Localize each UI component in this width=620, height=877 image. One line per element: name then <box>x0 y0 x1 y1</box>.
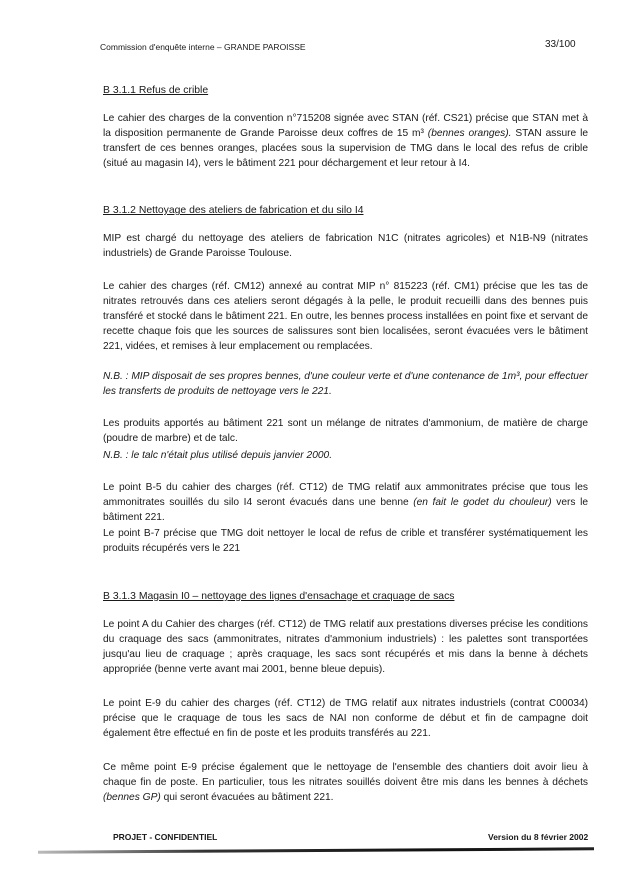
paragraph-point-b7: Le point B-7 précise que TMG doit nettoyer le local de refus de crible et transférer systématiquement les produits récupérés vers le 221 <box>103 528 588 554</box>
footer-confidential: PROJET - CONFIDENTIEL <box>113 832 218 842</box>
paragraph-refus-de-crible <box>103 111 588 171</box>
paragraph-italic-text: (bennes oranges). <box>427 128 512 139</box>
paragraph-text: Ce même point E-9 précise également que le nettoyage de l'ensemble des chantiers doit avoir lieu à chaque fin de poste. En particulier, tous les nitrates souillés doivent être mis dans les bennes à déchets <box>103 762 588 788</box>
paragraph-point-b5 <box>103 480 588 525</box>
paragraph-point-e9: Le point E-9 du cahier des charges (réf. CT12) de TMG relatif aux nitrates industriels (contrat C00034) précise que le craquage de tous les sacs de NAI non conforme de début et fin de campagne doit également être effectué en fin de poste et les produits transférés au 221. <box>103 698 588 739</box>
paragraph-italic-text: (bennes GP) <box>103 792 161 803</box>
note-mip-bennes: N.B. : MIP disposait de ses propres bennes, d'une couleur verte et d'une contenance de 1m³, pour effectuer les transferts de produits de nettoyage vers le 221. <box>103 371 588 397</box>
section-heading-nettoyage-ateliers: B 3.1.2 Nettoyage des ateliers de fabrication et du silo I4 <box>103 205 364 216</box>
note-talc: N.B. : le talc n'était plus utilisé depuis janvier 2000. <box>103 450 333 461</box>
scan-edge-line <box>38 847 594 853</box>
section-heading-magasin-i0: B 3.1.3 Magasin I0 – nettoyage des lignes d'ensachage et craquage de sacs <box>103 591 455 602</box>
footer-version: Version du 8 février 2002 <box>488 832 589 842</box>
page-number: 33/100 <box>545 39 576 50</box>
paragraph-produits-apportes: Les produits apportés au bâtiment 221 sont un mélange de nitrates d'ammonium, de matière de charge (poudre de marbre) et de talc. <box>103 418 588 444</box>
paragraph-point-e9-nettoyage <box>103 760 588 805</box>
header-title: Commission d'enquête interne – GRANDE PAROISSE <box>100 42 306 52</box>
paragraph-point-a: Le point A du Cahier des charges (réf. CT12) de TMG relatif aux prestations diverses précise les conditions du craquage des sacs (ammonitrates, nitrates d'ammonium industriels) : les palettes sont transportées jusqu'au lieu de craquage ; après craquage, les sacs sont récupérés et mis dans la benne à déchets appropriée (benne verte avant mai 2001, benne bleue depuis). <box>103 619 588 675</box>
paragraph-italic-text: (en fait le godet du chouleur) <box>413 497 552 508</box>
section-heading-refus-de-crible: B 3.1.1 Refus de crible <box>103 85 209 96</box>
paragraph-text: vers le bâtiment 221. <box>103 497 588 523</box>
paragraph-text: Le cahier des charges de la convention n°715208 signée avec STAN (réf. CS21) précise que STAN met à la disposition permanente de Grande Paroisse deux coffres de 15 m³ <box>103 113 588 139</box>
paragraph-text: STAN assure le transfert de ces bennes oranges, placées sous la supervision de TMG dans le local des refus de crible (situé au magasin I4), vers le bâtiment 221 pour déchargement et leur retour à I4. <box>103 128 588 169</box>
paragraph-cahier-cm12: Le cahier des charges (réf. CM12) annexé au contrat MIP n° 815223 (réf. CM1) précise que les tas de nitrates retrouvés dans ces ateliers seront dégagés à la pelle, le produit recueilli dans des bennes puis transféré et stocké dans le bâtiment 221. En outre, les bennes process installées en point fixe et servant de recette chaque fois que les sources de salissures sont bien localisées, seront évacuées vers le bâtiment 221, vidées, et remises à leur emplacement ou remplacées. <box>103 281 588 352</box>
paragraph-text: Le point B-5 du cahier des charges (réf. CT12) de TMG relatif aux ammonitrates précise que tous les ammonitrates souillés du silo I4 seront évacués dans une benne <box>103 482 588 508</box>
paragraph-text: qui seront évacuées au bâtiment 221. <box>160 792 334 803</box>
paragraph-mip-charge: MIP est chargé du nettoyage des ateliers de fabrication N1C (nitrates agricoles) et N1B-N9 (nitrates industriels) de Grande Paroisse Toulouse. <box>103 233 588 259</box>
